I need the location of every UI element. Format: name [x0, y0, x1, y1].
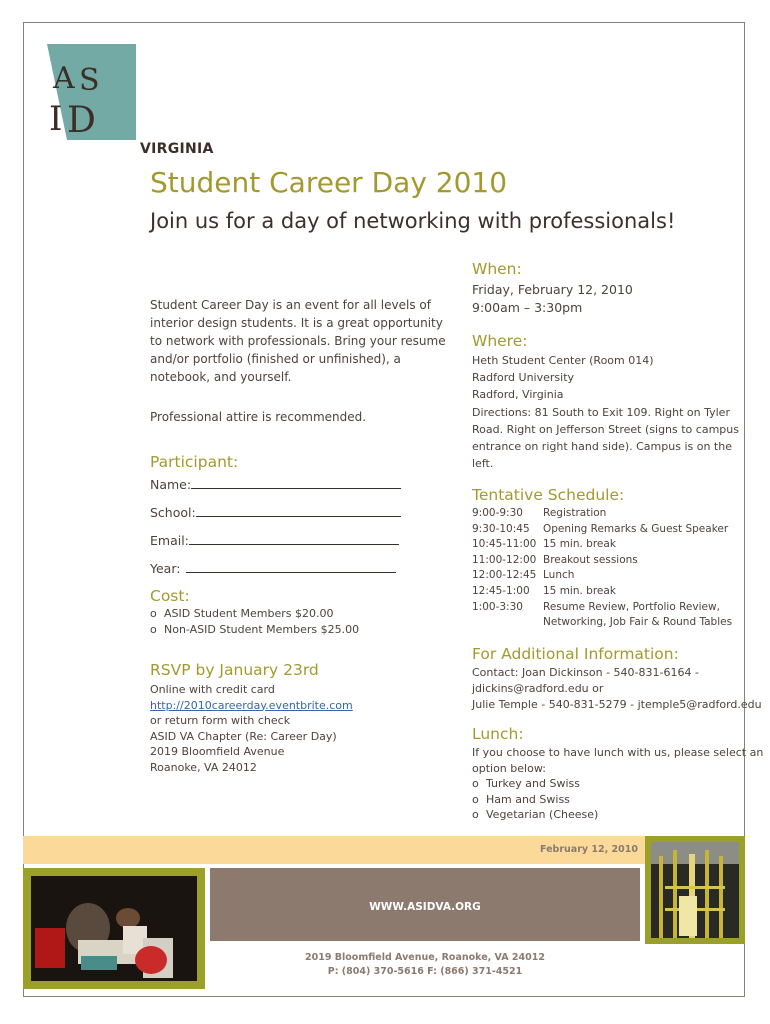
- where-details: [472, 352, 739, 472]
- year-label: Year:: [150, 561, 181, 576]
- footer-date: February 12, 2010: [540, 844, 638, 855]
- intro-paragraph: [150, 296, 446, 386]
- school-field[interactable]: [150, 503, 401, 520]
- year-input-line[interactable]: [186, 559, 396, 573]
- participant-heading: Participant:: [150, 453, 239, 471]
- schedule-row: 12:45-1:00 15 min. break: [472, 584, 616, 597]
- rsvp-details: [150, 682, 353, 776]
- where-line: Heth Student Center (Room 014): [472, 354, 654, 367]
- schedule-row: 9:30-10:45 Opening Remarks & Guest Speaker: [472, 522, 729, 535]
- info-heading: For Additional Information:: [472, 645, 679, 663]
- building-photo: [645, 836, 745, 944]
- website-link[interactable]: WWW.ASIDVA.ORG: [369, 901, 481, 913]
- schedule-row: 1:00-3:30 Resume Review, Portfolio Review,: [472, 600, 720, 613]
- rsvp-line: 2019 Bloomfield Avenue: [150, 745, 285, 759]
- where-line: entrance on right hand side). Campus is on the: [472, 440, 732, 454]
- intro-line: Student Career Day is an event for all levels of: [150, 298, 431, 312]
- rsvp-line: or return form with check: [150, 714, 291, 728]
- rsvp-line: Online with credit card: [150, 683, 275, 696]
- chapter-name: VIRGINIA: [140, 141, 214, 157]
- info-details: [472, 665, 762, 713]
- schedule-row: 11:00-12:00 Breakout sessions: [472, 553, 638, 566]
- intro-line: to network with professionals. Bring your resume: [150, 334, 446, 348]
- where-line: Radford, Virginia: [472, 388, 564, 402]
- intro-line: and/or portfolio (finished or unfinished), a: [150, 352, 401, 366]
- event-time: 9:00am – 3:30pm: [472, 300, 583, 315]
- list-item: o ASID Student Members $20.00: [150, 607, 334, 620]
- lunch-heading: Lunch:: [472, 725, 524, 743]
- eventbrite-link[interactable]: http://2010careerday.eventbrite.com: [150, 698, 353, 712]
- event-subtitle: Join us for a day of networking with professionals!: [150, 209, 676, 233]
- school-label: School:: [150, 505, 196, 520]
- event-title: Student Career Day 2010: [150, 166, 508, 199]
- bullet-icon: o: [150, 607, 157, 620]
- where-line: left.: [472, 457, 494, 471]
- bullet-icon: o: [150, 622, 157, 636]
- rsvp-line: Roanoke, VA 24012: [150, 760, 257, 774]
- where-line: Directions: 81 South to Exit 109. Right on Tyler: [472, 405, 730, 419]
- school-input-line[interactable]: [196, 503, 401, 517]
- email-input-line[interactable]: [189, 531, 399, 545]
- bullet-icon: o: [472, 792, 479, 806]
- schedule-list: [472, 506, 732, 631]
- info-line: Julie Temple - 540-831-5279 - jtemple5@radford.edu: [472, 698, 762, 711]
- info-line: Contact: Joan Dickinson - 540-831-6164 -: [472, 666, 699, 679]
- lunch-line: If you choose to have lunch with us, please select an: [472, 746, 764, 759]
- svg-text:D: D: [67, 100, 96, 140]
- schedule-row: 9:00-9:30 Registration: [472, 507, 607, 519]
- where-line: Radford University: [472, 371, 575, 385]
- email-label: Email:: [150, 533, 189, 548]
- list-item[interactable]: o Turkey and Swiss: [472, 777, 580, 791]
- info-line: jdickins@radford.edu or: [472, 682, 604, 695]
- list-item[interactable]: o Ham and Swiss: [472, 792, 570, 806]
- lunch-line: option below:: [472, 761, 546, 775]
- name-label: Name:: [150, 477, 192, 492]
- rsvp-heading: RSVP by January 23rd: [150, 661, 319, 679]
- cost-heading: Cost:: [150, 587, 190, 605]
- email-field[interactable]: [150, 531, 399, 548]
- schedule-row: 10:45-11:00 15 min. break: [472, 538, 616, 551]
- svg-text:A: A: [53, 61, 75, 96]
- when-heading: When:: [472, 260, 522, 278]
- year-field[interactable]: [150, 559, 396, 576]
- list-item[interactable]: o Vegetarian (Cheese): [472, 808, 599, 822]
- name-input-line[interactable]: [191, 475, 401, 489]
- attire-note: Professional attire is recommended.: [150, 410, 367, 424]
- schedule-heading: Tentative Schedule:: [472, 486, 625, 504]
- svg-text:S: S: [79, 63, 100, 98]
- lunch-details: [472, 745, 763, 823]
- name-field[interactable]: [150, 475, 401, 492]
- footer-phone: P: (804) 370-5616 F: (866) 371-4521: [327, 966, 523, 977]
- schedule-row: 12:00-12:45 Lunch: [472, 569, 575, 582]
- intro-line: notebook, and yourself.: [150, 370, 292, 384]
- footer-address: 2019 Bloomfield Avenue, Roanoke, VA 24012: [305, 952, 545, 963]
- intro-line: interior design students. It is a great opportunity: [150, 316, 443, 330]
- schedule-row: Networking, Job Fair & Round Tables: [543, 616, 733, 629]
- where-heading: Where:: [472, 332, 528, 350]
- footer-contact: [175, 951, 675, 979]
- list-item: o Non-ASID Student Members $25.00: [150, 622, 360, 636]
- event-date: Friday, February 12, 2010: [472, 282, 633, 297]
- bullet-icon: o: [472, 777, 479, 791]
- svg-text:I: I: [49, 99, 63, 139]
- when-details: [472, 281, 633, 317]
- where-line: Road. Right on Jefferson Street (signs to campus: [472, 422, 739, 436]
- cost-list: [150, 606, 359, 637]
- asid-logo: [43, 44, 136, 140]
- rsvp-line: ASID VA Chapter (Re: Career Day): [150, 729, 337, 743]
- bullet-icon: o: [472, 808, 479, 822]
